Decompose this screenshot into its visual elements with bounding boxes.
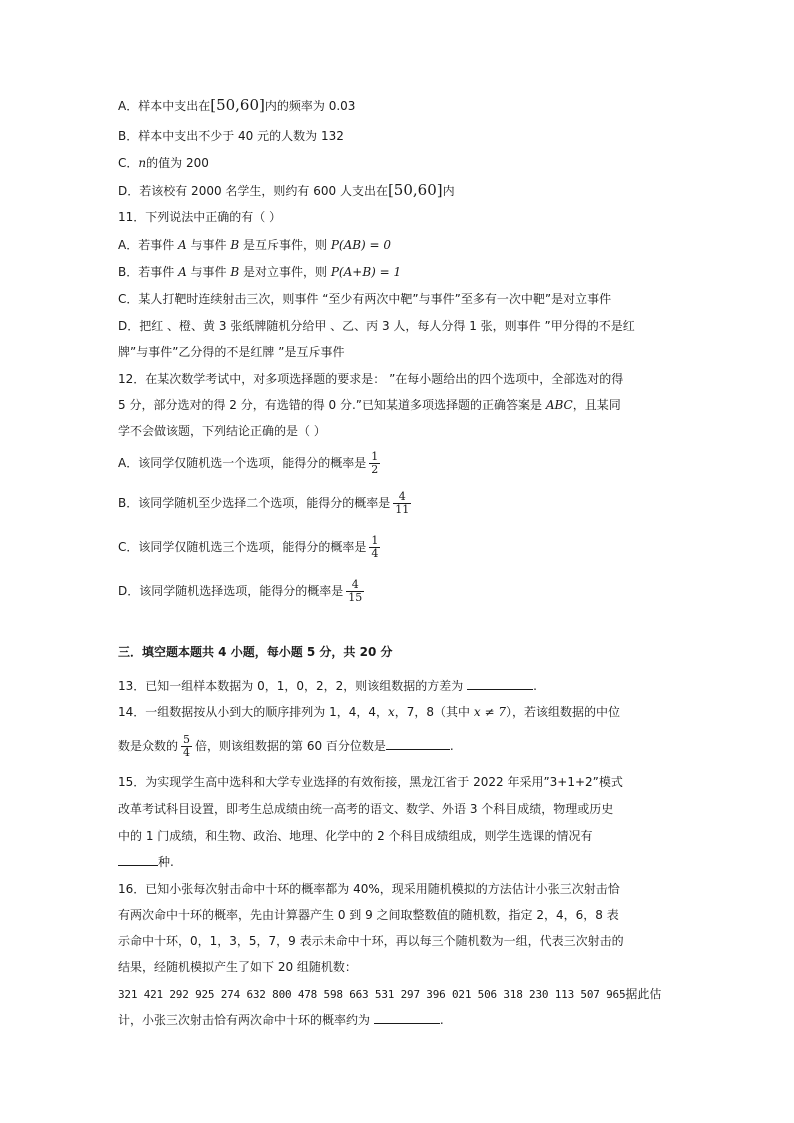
q16-line6	[118, 1011, 444, 1029]
q16-line6-text: 计，小张三次射击恰有两次命中十环的概率约为	[118, 1013, 371, 1027]
q15-line2: 改革考试科目设置，即考生总成绩由统一高考的语文、数学、外语 3 个科目成绩，物理或历史	[118, 802, 614, 816]
q12-b-text: B．该同学随机至少选择二个选项，能得分的概率是	[118, 496, 391, 510]
q13-text	[118, 677, 537, 695]
q11-option-a	[118, 236, 391, 254]
q10-a-interval: [50,60]	[210, 96, 265, 114]
q16-line5-tail: 据此估	[625, 987, 662, 1001]
q14-line1	[118, 703, 620, 721]
q12-a-numerator: 1	[371, 450, 379, 463]
q12-d-numerator: 4	[351, 578, 359, 591]
q14-fraction	[181, 734, 192, 759]
q10-option-b: B．样本中支出不少于 40 元的人数为 132	[118, 129, 344, 143]
q11-option-d-line1: D．把红 、橙、黄 3 张纸牌随机分给甲 、乙、丙 3 人，每人分得 1 张，则事件 ”甲分得的不是红	[118, 319, 635, 333]
q12-a-text: A．该同学仅随机选一个选项，能得分的概率是	[118, 456, 367, 470]
q14-numerator: 5	[183, 733, 191, 746]
q14-var-x: x	[388, 705, 395, 719]
q16-number-list: 321 421 292 925 274 632 800 478 598 663 531 297 396 021 506 318 230 113 507 965	[118, 988, 626, 1001]
q15-tail: 种.	[158, 855, 174, 869]
q11-option-b	[118, 263, 401, 281]
q11-a-equation: P(AB) = 0	[330, 238, 392, 252]
q16-line4: 结果，经随机模拟产生了如下 20 组随机数：	[118, 960, 357, 974]
q12-b-fraction	[393, 491, 411, 516]
q11-a-t2: 与事件	[186, 238, 231, 252]
q14-condition: x ≠ 7	[473, 705, 506, 719]
q13-answer-blank[interactable]	[467, 677, 533, 690]
q16-period: .	[439, 1013, 444, 1027]
q10-c-var: n	[138, 156, 147, 170]
q12-c-fraction	[369, 535, 380, 560]
q11-b-var2: B	[230, 265, 240, 279]
q10-a-text: A．样本中支出在	[118, 99, 211, 113]
q12-b-numerator: 4	[398, 490, 406, 503]
q11-option-c: C．某人打靶时连续射击三次，则事件 “至少有两次中靶”与事件”至多有一次中靶”是对立事件	[118, 292, 612, 306]
q12-stem-line2	[118, 396, 621, 414]
q16-line2: 有两次命中十环的概率，先由计算器产生 0 到 9 之间取整数值的随机数，指定 2，4，6，8 表	[118, 908, 619, 922]
q16-answer-blank[interactable]	[374, 1011, 440, 1024]
q12-option-b	[118, 490, 414, 516]
q10-d-text: D．若该校有 2000 名学生，则约有 600 人支出在	[118, 184, 388, 198]
q14-answer-blank[interactable]	[386, 737, 450, 750]
q14-line2	[118, 733, 454, 759]
q10-c-label: C．	[118, 156, 139, 170]
q12-line2-tail: ，且某同	[572, 398, 621, 412]
q12-answer-var: ABC	[545, 398, 573, 412]
q11-stem: 11．下列说法中正确的有（ ）	[118, 210, 282, 224]
q11-a-var1: A	[178, 238, 187, 252]
q12-stem-line3: 学不会做该题，下列结论正确的是（ ）	[118, 424, 326, 438]
q15-line1: 15．为实现学生高中选科和大学专业选择的有效衔接，黑龙江省于 2022 年采用”3+1+2”模式	[118, 775, 623, 789]
q10-option-a	[118, 96, 355, 115]
q14-denominator: 4	[183, 746, 191, 759]
q13-stem: 13．已知一组样本数据为 0，1，0，2，2，则该组数据的方差为	[118, 679, 464, 693]
q15-line3: 中的 1 门成绩，和生物、政治、地理、化学中的 2 个科目成绩组成，则学生选课的情况有	[118, 829, 593, 843]
q16-random-numbers	[118, 985, 661, 1004]
q12-a-fraction	[369, 451, 380, 476]
q11-option-d-line2: 牌”与事件”乙分得的不是红牌 ”是互斥事件	[118, 345, 345, 359]
q12-d-text: D．该同学随机选择选项，能得分的概率是	[118, 584, 344, 598]
q15-line4	[118, 853, 174, 871]
q12-a-denominator: 2	[371, 463, 379, 476]
q11-b-t2: 与事件	[186, 265, 231, 279]
q10-option-c	[118, 154, 209, 172]
q14-period: .	[449, 739, 454, 753]
q11-a-t1: A．若事件	[118, 238, 179, 252]
q11-b-equation: P(A+B) = 1	[330, 265, 402, 279]
q13-period: .	[533, 679, 537, 693]
q14-line2-text: 数是众数的	[118, 739, 179, 753]
q10-d-tail: 内	[442, 184, 455, 198]
q12-b-denominator: 11	[395, 503, 410, 516]
q12-option-c	[118, 534, 383, 560]
q15-answer-blank[interactable]	[118, 853, 158, 866]
q14-line2-tail: 倍，则该组数据的第 60 百分位数是	[195, 739, 386, 753]
q10-option-d	[118, 181, 455, 200]
q14-line1-text: 14．一组数据按从小到大的顺序排列为 1，4，4，	[118, 705, 388, 719]
q12-d-fraction	[346, 579, 364, 604]
q12-line2-text: 5 分，部分选对的得 2 分，有选错的得 0 分.”已知某道多项选择题的正确答案是	[118, 398, 546, 412]
q12-c-text: C．该同学仅随机选三个选项，能得分的概率是	[118, 540, 367, 554]
q11-a-var2: B	[230, 238, 240, 252]
q12-c-denominator: 4	[371, 547, 379, 560]
q16-line1: 16．已知小张每次射击命中十环的概率都为 40%，现采用随机模拟的方法估计小张三次射击恰	[118, 882, 620, 896]
q11-b-t1: B．若事件	[118, 265, 179, 279]
q10-d-interval: [50,60]	[387, 181, 443, 199]
q12-stem-line1: 12．在某次数学考试中，对多项选择题的要求是： ”在每小题给出的四个选项中，全部选对的得	[118, 372, 624, 386]
q14-line1-tail: ），若该组数据的中位	[505, 705, 620, 719]
q16-line3: 示命中十环，0，1，3，5，7，9 表示未命中十环，再以每三个随机数为一组，代表三次射击的	[118, 934, 624, 948]
q10-a-tail: 内的频率为 0.03	[264, 99, 356, 113]
q10-c-tail: 的值为 200	[146, 156, 209, 170]
q12-d-denominator: 15	[348, 591, 363, 604]
q11-a-t3: 是互斥事件，则	[239, 238, 331, 252]
q14-line1-mid: ，7，8（其中	[394, 705, 474, 719]
section3-heading: 三．填空题本题共 4 小题，每小题 5 分，共 20 分	[118, 645, 393, 659]
q11-b-var1: A	[178, 265, 187, 279]
q12-option-d	[118, 578, 367, 604]
q12-option-a	[118, 450, 383, 476]
q11-b-t3: 是对立事件，则	[239, 265, 331, 279]
q12-c-numerator: 1	[371, 534, 379, 547]
